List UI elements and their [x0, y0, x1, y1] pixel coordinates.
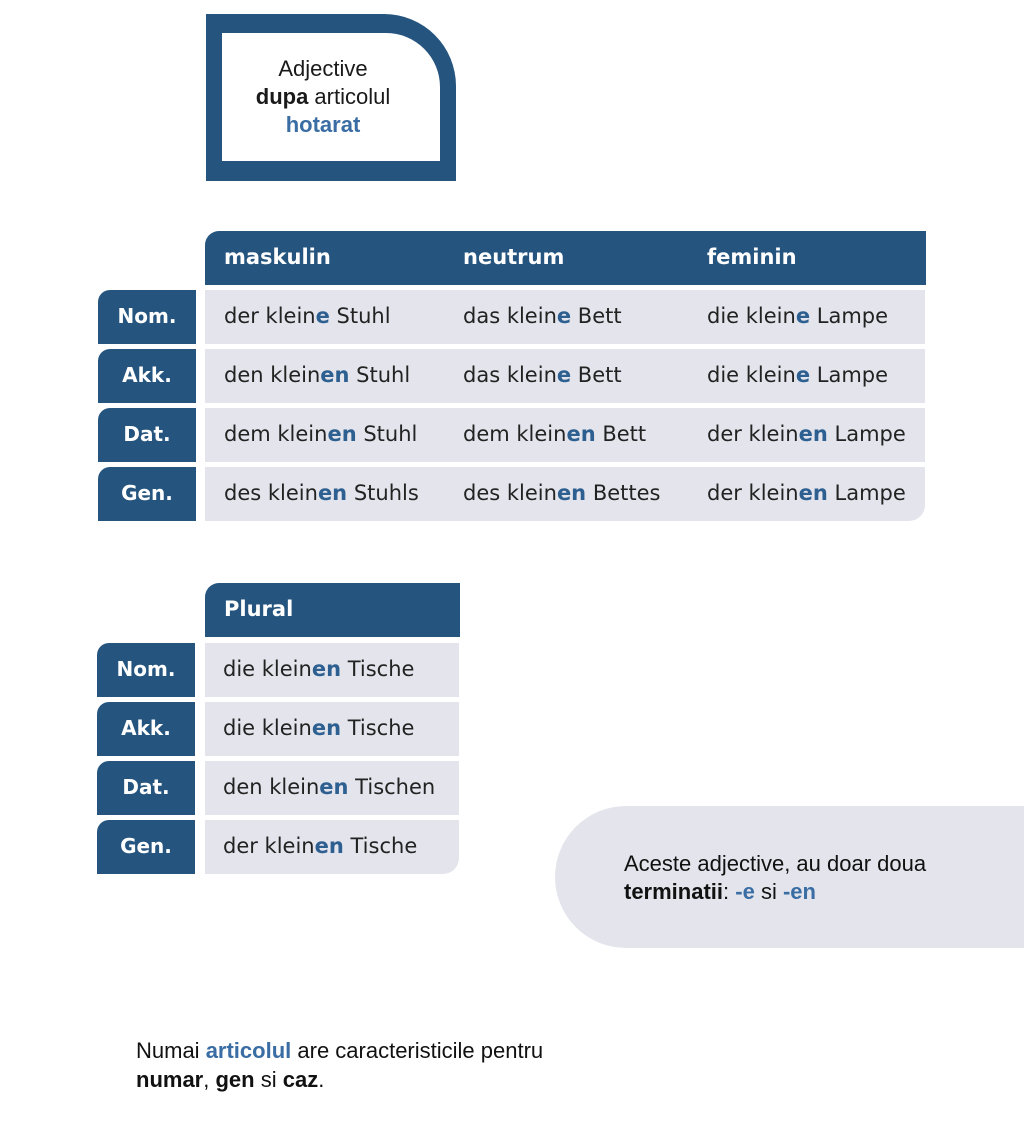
bottom-note [136, 1036, 543, 1094]
cell-text [224, 481, 419, 505]
cell-article-stem: der klein [224, 304, 316, 328]
cell-text [223, 775, 435, 799]
note-bold-caz: caz [282, 1067, 319, 1092]
cell-ending: en [317, 481, 348, 505]
cell-ending: en [319, 775, 349, 799]
table-row [205, 349, 925, 403]
case-label: Dat. [97, 761, 195, 815]
title-bold-word: dupa [255, 84, 309, 109]
cell-noun: Bett [571, 363, 622, 387]
title-card [206, 14, 456, 181]
cell-text [224, 304, 391, 328]
note-line-1 [136, 1036, 543, 1065]
title-line-1: Adjective [278, 56, 368, 81]
singular-header-bar [205, 231, 926, 285]
cell-text [224, 422, 417, 446]
title-line-3: hotarat [285, 112, 361, 137]
header-maskulin: maskulin [224, 245, 331, 269]
cell-noun: Tischen [348, 775, 436, 799]
cell-ending: en [798, 481, 828, 505]
case-label: Dat. [98, 408, 196, 462]
info-bubble [555, 806, 1024, 948]
note-bold-numar: numar [136, 1067, 204, 1092]
bubble-line-2 [624, 878, 926, 906]
cell-text [463, 304, 622, 328]
bubble-and: si [754, 879, 783, 904]
cell-article-stem: des klein [224, 481, 318, 505]
cell-noun: Stuhl [356, 422, 418, 446]
title-line-2-rest: articolul [308, 84, 391, 109]
header-feminin: feminin [707, 245, 797, 269]
cell-text [707, 363, 888, 387]
case-label: Gen. [98, 467, 196, 521]
cell-noun: Bett [595, 422, 647, 446]
bubble-bold-word: terminatii [624, 879, 724, 904]
cell-noun: Stuhl [329, 304, 391, 328]
cell-article-stem: die klein [707, 363, 796, 387]
cell-article-stem: der klein [707, 422, 799, 446]
cell-article-stem: die klein [223, 716, 312, 740]
cell-article-stem: der klein [707, 481, 799, 505]
header-plural: Plural [224, 597, 294, 621]
cell-text [223, 834, 417, 858]
cell-noun: Tische [341, 716, 415, 740]
note-end: . [318, 1067, 325, 1092]
cell-text [463, 422, 646, 446]
cell-noun: Lampe [827, 422, 906, 446]
cell-noun: Tische [341, 657, 415, 681]
note-bold-gen: gen [215, 1067, 255, 1092]
header-neutrum: neutrum [463, 245, 565, 269]
cell-text [463, 481, 660, 505]
cell-text [707, 422, 906, 446]
cell-ending: en [320, 363, 350, 387]
cell-ending: e [795, 363, 811, 387]
cell-ending: en [556, 481, 587, 505]
title-card-text [222, 33, 440, 161]
case-label: Akk. [98, 349, 196, 403]
table-row [205, 408, 925, 462]
title-line-2 [256, 83, 390, 111]
cell-article-stem: des klein [463, 481, 557, 505]
cell-text [223, 657, 414, 681]
note-part-1: Numai [136, 1038, 206, 1063]
cell-article-stem: die klein [223, 657, 312, 681]
note-sep-2: si [254, 1067, 283, 1092]
cell-article-stem: den klein [223, 775, 320, 799]
cell-noun: Lampe [810, 304, 889, 328]
case-label: Nom. [97, 643, 195, 697]
cell-text [223, 716, 414, 740]
cell-ending: e [315, 304, 330, 328]
bubble-line-1: Aceste adjective, au doar doua [624, 851, 927, 876]
cell-text [707, 481, 906, 505]
case-label: Akk. [97, 702, 195, 756]
note-line-2 [136, 1065, 543, 1094]
table-row [205, 643, 459, 697]
case-label: Gen. [97, 820, 195, 874]
cell-noun: Stuhls [347, 481, 419, 505]
cell-ending: en [798, 422, 828, 446]
info-bubble-text [624, 850, 926, 906]
cell-text [707, 304, 888, 328]
note-highlight: articolul [205, 1038, 292, 1063]
cell-text [463, 363, 622, 387]
cell-noun: Bettes [586, 481, 661, 505]
cell-ending: e [795, 304, 811, 328]
table-row [205, 820, 459, 874]
cell-ending: en [311, 657, 342, 681]
table-row [205, 467, 925, 521]
cell-ending: e [556, 304, 572, 328]
table-row [205, 290, 925, 344]
table-row [205, 702, 459, 756]
cell-noun: Lampe [810, 363, 889, 387]
plural-header-bar [205, 583, 460, 637]
cell-ending: en [327, 422, 357, 446]
cell-article-stem: das klein [463, 363, 557, 387]
table-row [205, 761, 459, 815]
cell-ending: en [566, 422, 596, 446]
cell-article-stem: dem klein [224, 422, 328, 446]
cell-article-stem: der klein [223, 834, 315, 858]
cell-article-stem: das klein [463, 304, 557, 328]
cell-ending: e [556, 363, 572, 387]
cell-article-stem: den klein [224, 363, 321, 387]
bubble-ending-e: -e [735, 879, 755, 904]
note-part-2: are caracteristicile pentru [291, 1038, 544, 1063]
cell-noun: Tische [343, 834, 418, 858]
cell-noun: Bett [571, 304, 622, 328]
cell-article-stem: dem klein [463, 422, 567, 446]
case-label: Nom. [98, 290, 196, 344]
cell-text [224, 363, 410, 387]
cell-noun: Lampe [827, 481, 906, 505]
cell-ending: en [314, 834, 344, 858]
cell-article-stem: die klein [707, 304, 796, 328]
bubble-colon: : [723, 879, 736, 904]
cell-ending: en [311, 716, 342, 740]
bubble-ending-en: -en [782, 879, 816, 904]
cell-noun: Stuhl [349, 363, 411, 387]
note-sep-1: , [203, 1067, 216, 1092]
